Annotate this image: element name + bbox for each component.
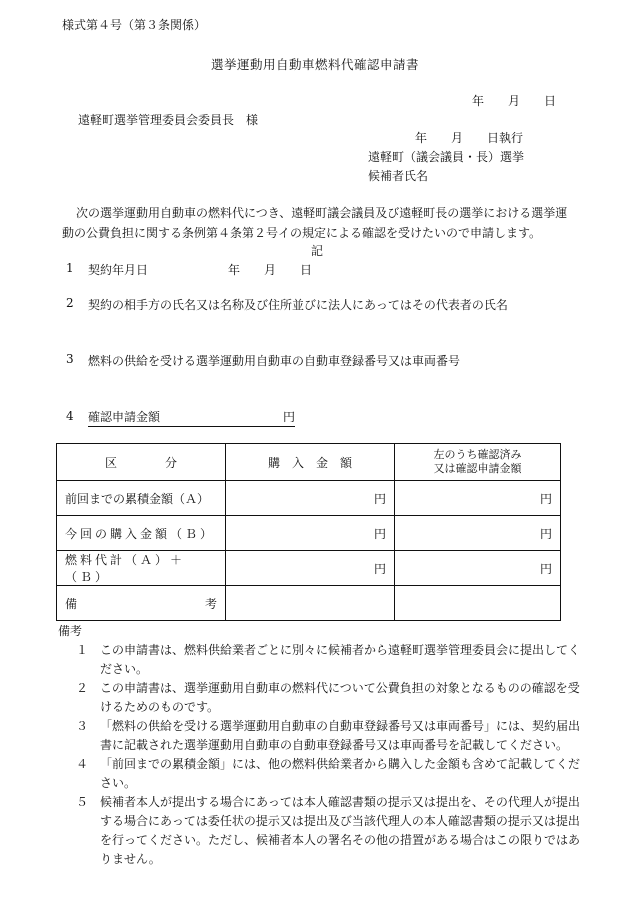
note-text: 「前回までの累積金額」には、他の燃料供給業者から購入した金額も含めて記載してください。 xyxy=(100,757,581,790)
note-text: 候補者本人が提出する場合にあっては本人確認書類の提示又は提出を、その代理人が提出する場合にあっては委任状の提示又は提出及び当該代理人の本人確認書類の提示又は提出を行ってください。ただし、候補者本人の署名その他の措置がある場合はこの限りではありません。 xyxy=(100,795,581,866)
form-number: 様式第４号（第３条関係） xyxy=(62,18,207,32)
table-header-row xyxy=(57,444,561,481)
item-2-label: 契約の相手方の氏名又は名称及び住所並びに法人にあってはその代表者の氏名 xyxy=(88,298,508,312)
header-confirmed-line1: 左のうち確認済み xyxy=(433,448,522,461)
item-3-number: 3 xyxy=(66,352,74,366)
remarks-cell-2[interactable] xyxy=(395,586,561,621)
row-label: 今回の購入金額（Ｂ） xyxy=(57,516,226,551)
remarks-label-right: 考 xyxy=(204,596,217,611)
page-title: 選挙運動用自動車燃料代確認申請書 xyxy=(210,57,419,72)
row-purchase-cell[interactable]: 円 xyxy=(226,481,395,516)
amount-line xyxy=(88,408,295,427)
item-1-label: 契約年月日 xyxy=(88,263,149,277)
notes-title: 備考 xyxy=(58,624,83,638)
note-item xyxy=(62,679,582,717)
header-category: 区 分 xyxy=(57,444,226,481)
table-row xyxy=(57,481,561,516)
note-number: ５ xyxy=(76,795,89,809)
row-purchase-cell[interactable]: 円 xyxy=(226,551,395,586)
note-number: ４ xyxy=(76,757,89,771)
ki-marker: 記 xyxy=(311,244,324,258)
header-confirmed xyxy=(395,444,561,481)
item-4-unit: 円 xyxy=(282,410,295,424)
row-label: 燃料代計（Ａ）＋（Ｂ） xyxy=(57,551,226,586)
note-item xyxy=(62,755,582,793)
item-4-label: 確認申請金額 xyxy=(88,410,161,424)
note-number: ２ xyxy=(76,681,89,695)
row-confirmed-cell[interactable]: 円 xyxy=(395,551,561,586)
intro-paragraph: 次の選挙運動用自動車の燃料代につき、遠軽町議会議員及び遠軽町長の選挙における選挙運動の公費負担に関する条例第４条第２号イの規定による確認を受けたいので申請します。 xyxy=(62,206,568,240)
note-number: １ xyxy=(76,643,89,657)
fuel-amount-table xyxy=(56,443,561,621)
election-name: 遠軽町（議会議員・長）選挙 xyxy=(368,150,525,164)
item-4-number: 4 xyxy=(66,409,74,423)
item-2-number: 2 xyxy=(66,296,74,310)
table-row xyxy=(57,551,561,586)
row-purchase-cell[interactable]: 円 xyxy=(226,516,395,551)
election-date: 年 月 日執行 xyxy=(415,131,524,145)
candidate-name-label: 候補者氏名 xyxy=(368,169,429,183)
remarks-row xyxy=(57,586,561,621)
note-item xyxy=(62,793,582,869)
note-text: この申請書は、選挙運動用自動車の燃料代について公費負担の対象となるものの確認を受けるためのものです。 xyxy=(100,681,580,714)
item-1-value: 年 月 日 xyxy=(228,263,313,277)
table-row xyxy=(57,516,561,551)
header-confirmed-line2: 又は確認申請金額 xyxy=(433,462,522,475)
row-label: 前回までの累積金額（Ａ） xyxy=(57,481,226,516)
addressee: 遠軽町選挙管理委員会委員長 様 xyxy=(78,113,259,127)
header-purchase: 購 入 金 額 xyxy=(226,444,395,481)
notes-section xyxy=(58,622,582,869)
note-text: 「燃料の供給を受ける選挙運動用自動車の自動車登録番号又は車両番号」には、契約届出書に記載された選挙運動用自動車の自動車登録番号又は車両番号を記載してください。 xyxy=(100,719,581,752)
row-confirmed-cell[interactable]: 円 xyxy=(395,481,561,516)
application-date: 年 月 日 xyxy=(472,94,557,108)
row-confirmed-cell[interactable]: 円 xyxy=(395,516,561,551)
item-3-label: 燃料の供給を受ける選挙運動用自動車の自動車登録番号又は車両番号 xyxy=(88,354,461,368)
remarks-label-left: 備 xyxy=(65,596,78,611)
note-item xyxy=(62,641,582,679)
note-text: この申請書は、燃料供給業者ごとに別々に候補者から遠軽町選挙管理委員会に提出してください。 xyxy=(100,643,581,676)
note-number: ３ xyxy=(76,719,89,733)
note-item xyxy=(62,717,582,755)
remarks-label-cell xyxy=(57,586,226,621)
remarks-cell-1[interactable] xyxy=(226,586,395,621)
item-1-number: 1 xyxy=(66,261,74,275)
